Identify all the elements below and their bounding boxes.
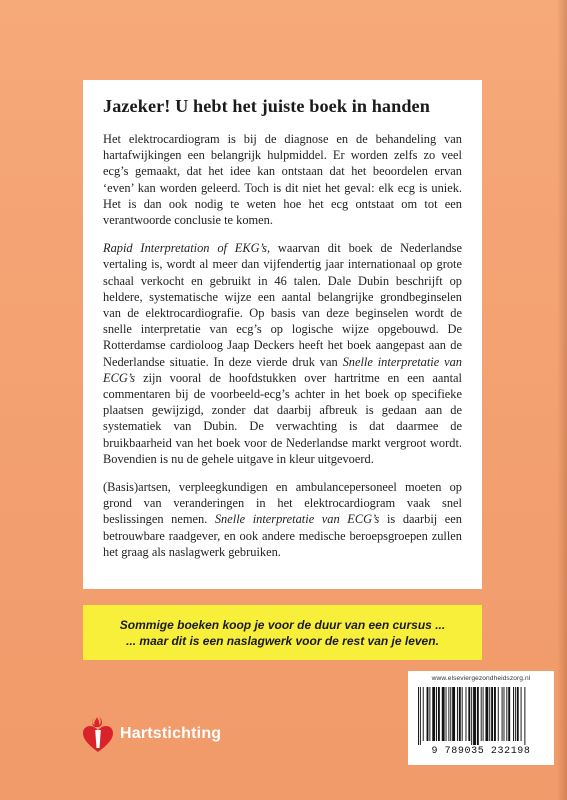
barcode-bar bbox=[513, 687, 514, 741]
barcode-bar bbox=[471, 687, 472, 745]
barcode-bar bbox=[498, 687, 499, 741]
hartstichting-logo bbox=[80, 714, 221, 754]
barcode-bar bbox=[436, 687, 437, 741]
heart-torch-icon bbox=[80, 714, 116, 754]
barcode-bar bbox=[427, 687, 429, 741]
barcode-bar bbox=[517, 687, 519, 741]
barcode-bar bbox=[521, 687, 522, 741]
book-title-dutch-2: Snelle interpretatie van ECG’s bbox=[214, 512, 380, 527]
paragraph-audience-part-a: (Basis)artsen, verpleegkundigen en ambulancepersoneel moeten op grond van veranderingen in het elektrocardiogram vaak snel beslissingen nemen. bbox=[103, 480, 462, 527]
paragraph-intro: Het elektrocardiogram is bij de diagnose en de behandeling van hartafwijkingen een belangrijk hulpmiddel. Er worden zelfs zo veel ecg’s gemaakt, dat het idee kan ontstaan dat het beoordelen ervan ‘even’ kan worden geleerd. Toch is dit niet het geval: elk ecg is uniek. Het is dan ook nodig te weten hoe het ecg ontstaat om tot een verantwoorde conclusie te komen. bbox=[103, 132, 462, 228]
paragraph-about-book-part-b: zijn vooral de hoofdstukken over hartritme en een aantal commentaren bij de voorbeeld-ecg’s achter in het boek op specifieke plaatsen gewijzigd, zonder dat daarbij afbreuk is gedaan aan de systematiek van Dubin. De verwachting is dat daarmee de bruikbaarheid van het boek voor de Nederlandse markt vergroot wordt. Bovendien is nu de gehele uitgave in kleur uitgevoerd. bbox=[103, 370, 462, 466]
barcode-bar bbox=[450, 687, 451, 741]
barcode-bar bbox=[468, 687, 470, 741]
barcode-bar bbox=[459, 687, 461, 741]
panel-heading: Jazeker! U hebt het juiste boek in handen bbox=[103, 96, 430, 116]
tagline-line-2: ... maar dit is een naslagwerk voor de rest van je leven. bbox=[126, 634, 439, 648]
barcode-bar bbox=[483, 687, 484, 741]
paragraph-about-book bbox=[103, 240, 462, 467]
paragraph-audience bbox=[103, 479, 462, 560]
barcode-box bbox=[408, 671, 554, 765]
cover-edge-shadow bbox=[557, 0, 567, 800]
back-cover-text-panel bbox=[83, 80, 482, 589]
barcode-bar bbox=[524, 687, 525, 745]
barcode-bar bbox=[432, 687, 435, 741]
barcode-bar bbox=[489, 687, 490, 741]
paragraph-about-book-part-a: , waarvan dit boek de Nederlandse vertaling is, wordt al meer dan vijfendertig jaar internationaal op grote schaal verkocht en gebruikt in 46 talen. Dale Dubin beschrijft op heldere, systematische wijze een aantal belangrijke grondbeginselen van de elektrocardiografie. Op basis van deze beginselen wordt de snelle interpretatie van ecg’s op logische wijze opgebouwd. De Rotterdamse cardioloog Jaap Deckers heeft het boek aangepast aan de Nederlandse situatie. In deze vierde druk van bbox=[103, 241, 462, 369]
barcode-bar bbox=[477, 687, 479, 745]
barcode-bar bbox=[418, 687, 419, 745]
barcode-bar bbox=[494, 687, 496, 741]
barcode-bar bbox=[485, 687, 488, 741]
barcode-bar bbox=[423, 687, 424, 741]
barcode-bar bbox=[466, 687, 467, 741]
barcode-bar bbox=[420, 687, 421, 745]
barcode-bar bbox=[515, 687, 516, 741]
barcode-bar bbox=[442, 687, 445, 741]
barcode-bar bbox=[446, 687, 447, 741]
barcode-bar bbox=[473, 687, 476, 745]
tagline-line-1: Sommige boeken koop je voor de duur van een cursus ... bbox=[119, 618, 446, 632]
barcode-bar bbox=[452, 687, 455, 741]
book-title-dutch: Snelle interpretatie van ECG’s bbox=[103, 354, 462, 385]
barcode-bar bbox=[502, 687, 503, 741]
barcode-bar bbox=[438, 687, 440, 741]
barcode-bar bbox=[491, 687, 493, 741]
isbn-barcode bbox=[414, 687, 548, 745]
tagline-box bbox=[83, 605, 482, 660]
barcode-bar bbox=[448, 687, 449, 741]
barcode-bar bbox=[429, 687, 430, 741]
logo-name: Hartstichting bbox=[120, 725, 222, 742]
barcode-bar bbox=[508, 687, 510, 741]
isbn-digits: 9 789035 232198 bbox=[431, 746, 531, 757]
barcode-bar bbox=[462, 687, 463, 741]
barcode-bar bbox=[481, 687, 482, 741]
book-title-original: Rapid Interpretation of EKG’s bbox=[103, 241, 267, 256]
barcode-bar bbox=[506, 687, 507, 741]
barcode-bar bbox=[457, 687, 458, 741]
publisher-url: www.elseviergezondheidszorg.nl bbox=[431, 675, 531, 682]
barcode-bar bbox=[504, 687, 505, 741]
paragraph-audience-part-b: is daarbij een betrouwbare raadgever, en ook andere medische beroepsgroepen zullen het graag als naslagwerk gebruiken. bbox=[103, 512, 462, 559]
